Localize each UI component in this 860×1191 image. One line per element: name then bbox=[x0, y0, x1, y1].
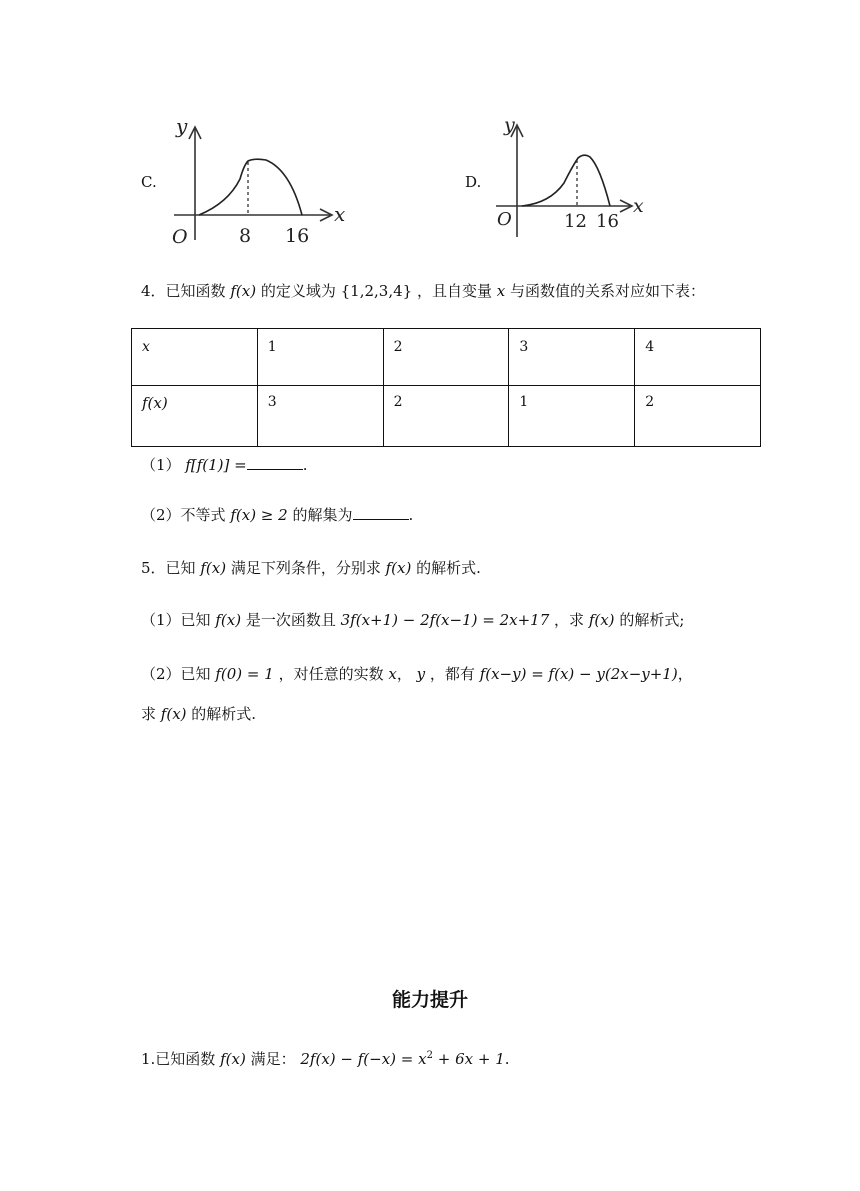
question-4-part-2 bbox=[141, 505, 413, 525]
question-5-part-2 bbox=[141, 664, 693, 684]
origin-label: O bbox=[172, 226, 188, 248]
part-end: 的解析式; bbox=[619, 611, 685, 629]
question-4-part-1 bbox=[141, 455, 308, 475]
option-c-label: C. bbox=[141, 173, 157, 191]
part-end: . bbox=[302, 456, 308, 474]
q5-prefix: 5．已知 bbox=[141, 559, 196, 577]
aq1-equation-rhs: + 6x + 1 bbox=[432, 1050, 505, 1068]
table-cell: 4 bbox=[635, 329, 761, 386]
y-axis-label: y bbox=[176, 115, 188, 138]
part-mid: 的解集为 bbox=[292, 506, 353, 524]
part-function: f(x) bbox=[215, 611, 242, 629]
table-cell: f(x) bbox=[132, 386, 258, 447]
part-expression: f[f(1)] = bbox=[185, 456, 247, 474]
aq1-pre: 1.已知函数 bbox=[141, 1050, 216, 1068]
question-5 bbox=[141, 558, 481, 578]
q5-end: 的解析式. bbox=[416, 559, 481, 577]
table-row bbox=[132, 386, 761, 447]
q4-rest2: 与函数值的关系对应如下表： bbox=[510, 282, 706, 300]
table-cell: 2 bbox=[635, 386, 761, 447]
part-end: ， bbox=[677, 665, 693, 683]
part-pre: （1）已知 bbox=[141, 611, 211, 629]
x-axis-label: x bbox=[334, 202, 346, 226]
x-axis-label: x bbox=[633, 195, 644, 217]
aq1-end: . bbox=[504, 1050, 510, 1068]
ability-question-1 bbox=[141, 1046, 510, 1069]
q4-function: f(x) bbox=[230, 282, 257, 300]
origin-label: O bbox=[497, 209, 512, 230]
part-number: （1） bbox=[141, 456, 181, 474]
table-cell: 2 bbox=[383, 329, 509, 386]
aq1-exponent: 2 bbox=[426, 1050, 433, 1061]
tick-label-16: 16 bbox=[596, 211, 619, 232]
part-function: f(x) bbox=[588, 611, 615, 629]
answer-blank[interactable] bbox=[247, 455, 303, 470]
part-pre: 求 bbox=[141, 705, 157, 723]
answer-blank[interactable] bbox=[353, 505, 409, 520]
part-mid2: ，都有 bbox=[429, 665, 475, 683]
part-mid2: ，求 bbox=[554, 611, 585, 629]
q4-domain: {1,2,3,4} bbox=[340, 282, 413, 300]
q5-function: f(x) bbox=[200, 559, 227, 577]
part-mid: ，对任意的实数 bbox=[278, 665, 384, 683]
tick-label-8: 8 bbox=[239, 225, 252, 247]
value-table bbox=[131, 328, 761, 447]
question-5-part-1 bbox=[141, 610, 684, 630]
q4-mid: 的定义域为 bbox=[260, 282, 336, 300]
part-var-x: x bbox=[388, 665, 397, 683]
part-comma: ， bbox=[396, 665, 412, 683]
aq1-equation-lhs: 2f(x) − f(−x) = x bbox=[300, 1050, 427, 1068]
option-c-graph bbox=[168, 115, 348, 250]
q4-prefix: 4．已知函数 bbox=[141, 282, 226, 300]
question-5-part-2-line-2 bbox=[141, 704, 256, 724]
table-cell: 3 bbox=[509, 329, 635, 386]
question-4 bbox=[141, 281, 705, 301]
table-cell: 2 bbox=[383, 386, 509, 447]
q4-var: x bbox=[496, 282, 506, 300]
option-d-graph bbox=[494, 115, 654, 240]
table-cell: 1 bbox=[257, 329, 383, 386]
part-end: . bbox=[408, 506, 414, 524]
tick-label-12: 12 bbox=[564, 211, 587, 232]
part-equation: f(x−y) = f(x) − y(2x−y+1) bbox=[479, 665, 678, 683]
aq1-function: f(x) bbox=[220, 1050, 246, 1068]
q4-rest1: ，且自变量 bbox=[416, 282, 492, 300]
table-row bbox=[132, 329, 761, 386]
q5-mid: 满足下列条件，分别求 bbox=[230, 559, 381, 577]
part-expression: f(x) ≥ 2 bbox=[230, 506, 288, 524]
section-title: 能力提升 bbox=[391, 989, 468, 1011]
part-pre: （2）已知 bbox=[141, 665, 211, 683]
part-var-y: y bbox=[416, 665, 426, 683]
q5-function: f(x) bbox=[385, 559, 412, 577]
part-function: f(x) bbox=[160, 705, 187, 723]
y-axis-label: y bbox=[504, 115, 515, 136]
part-equation: 3f(x+1) − 2f(x−1) = 2x+17 bbox=[340, 611, 550, 629]
aq1-mid: 满足： bbox=[250, 1050, 296, 1068]
part-mid: 是一次函数且 bbox=[245, 611, 336, 629]
option-d-label: D. bbox=[465, 173, 482, 191]
part-end: 的解析式. bbox=[191, 705, 257, 723]
tick-label-16: 16 bbox=[285, 225, 310, 247]
part-number: （2）不等式 bbox=[141, 506, 226, 524]
table-cell: x bbox=[132, 329, 258, 386]
part-condition: f(0) = 1 bbox=[215, 665, 274, 683]
table-cell: 1 bbox=[509, 386, 635, 447]
table-cell: 3 bbox=[257, 386, 383, 447]
